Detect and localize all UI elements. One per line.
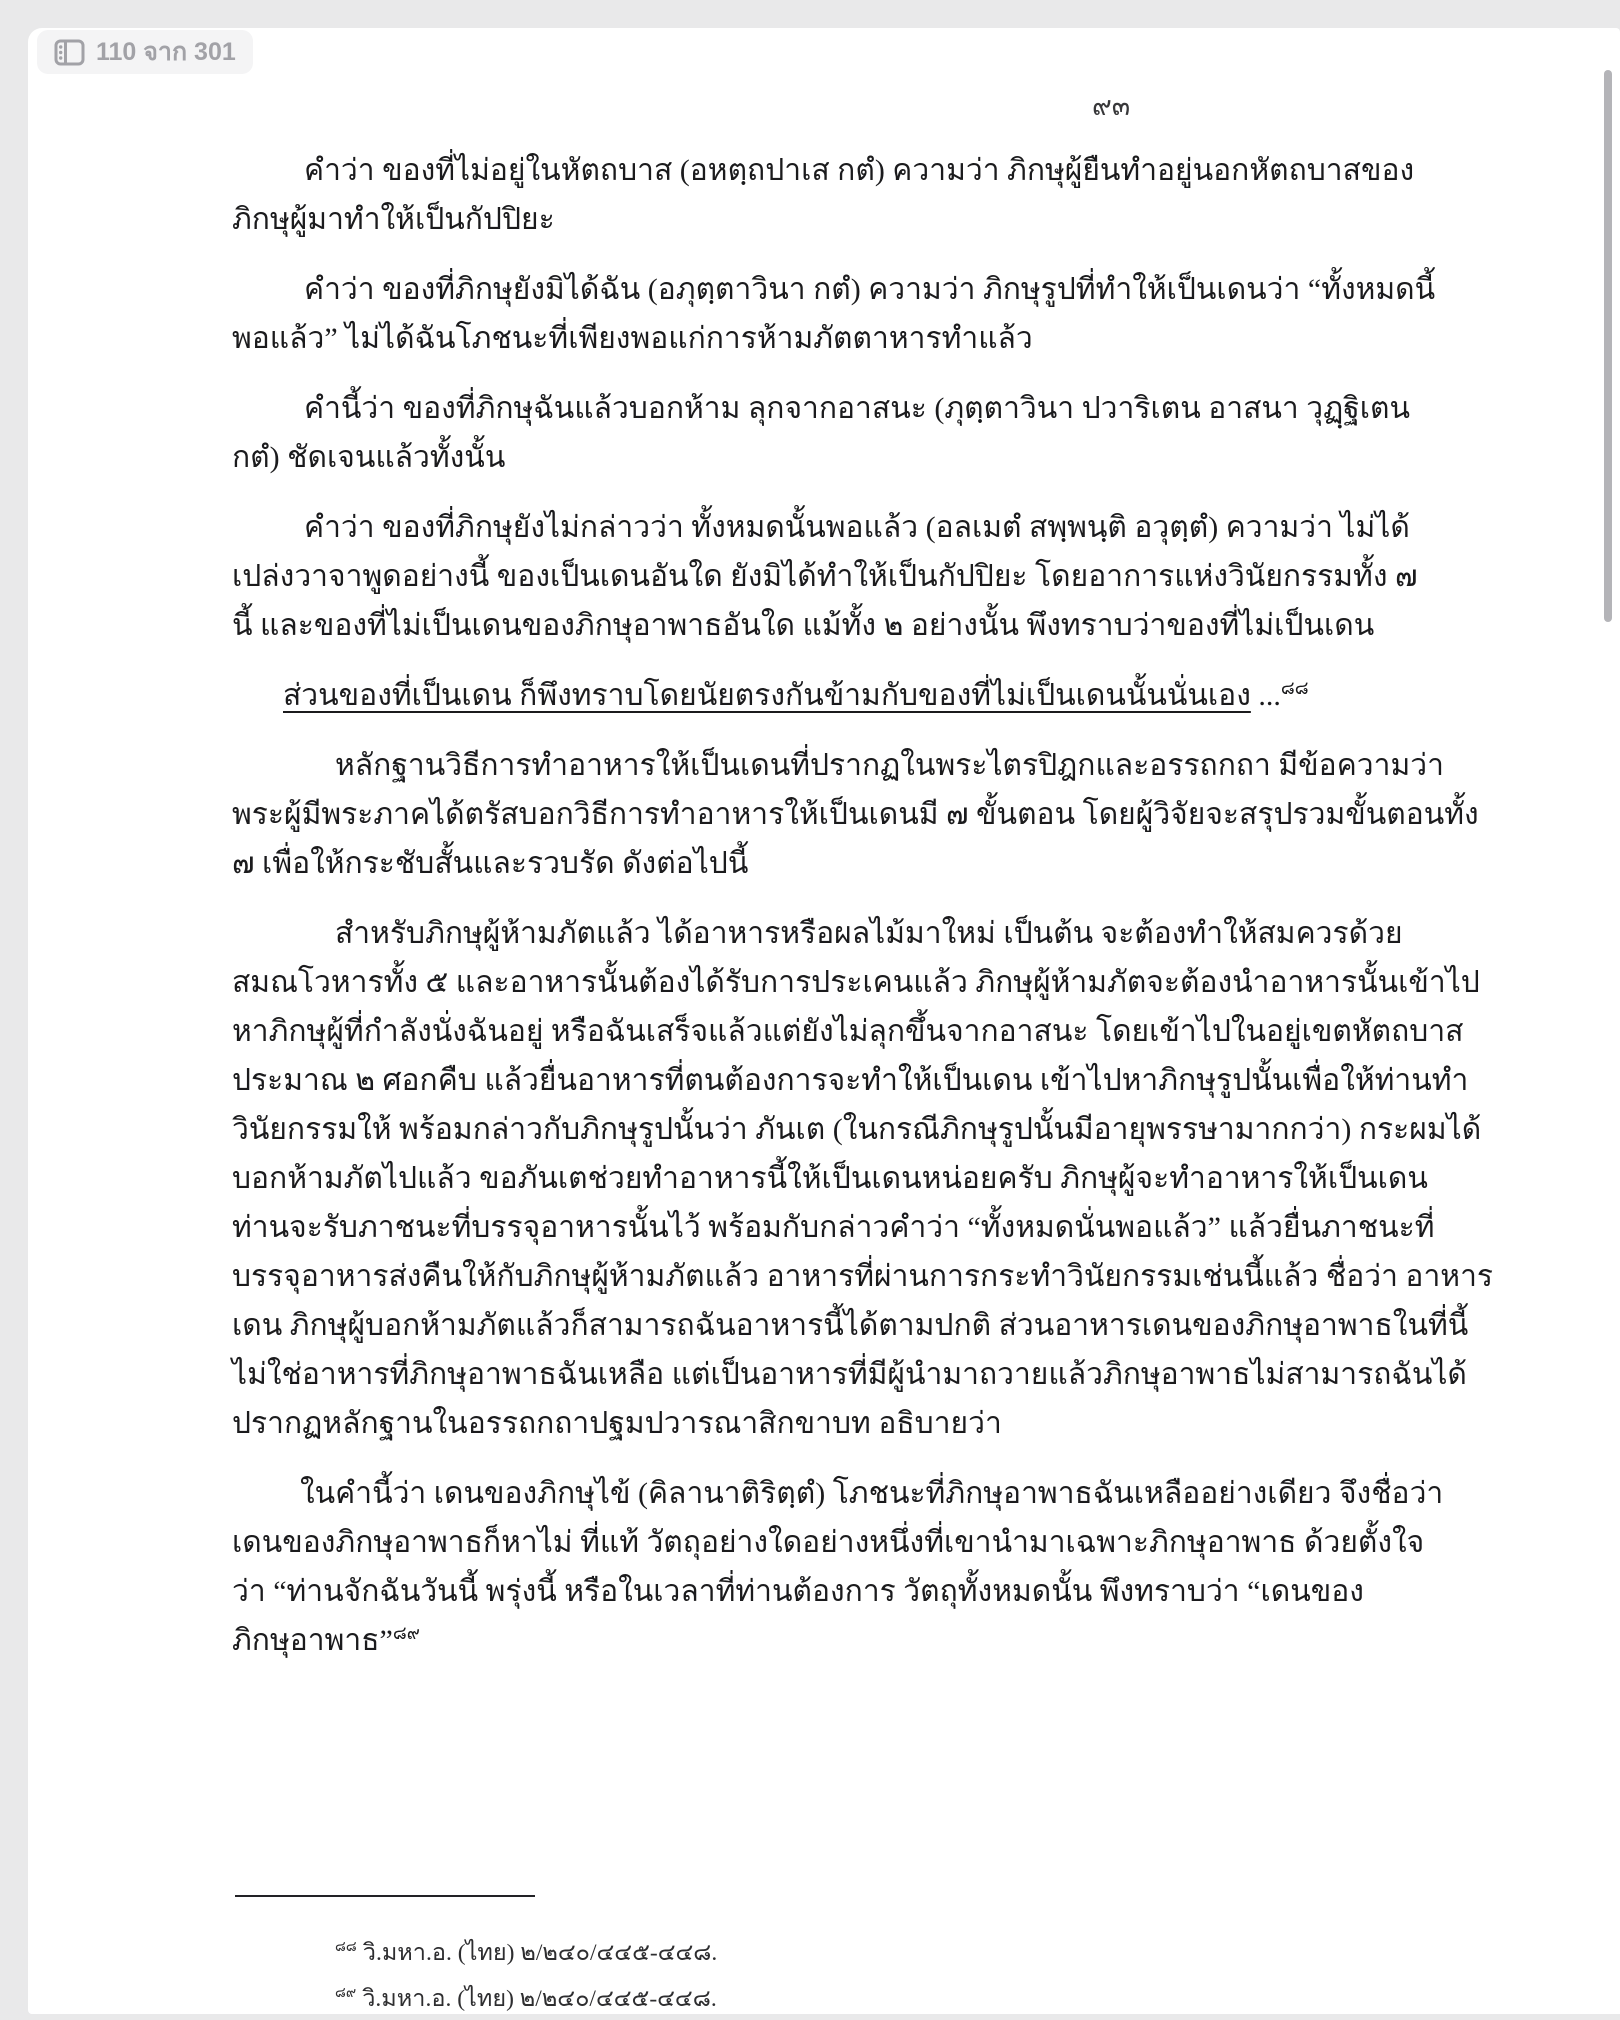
footnote-number: ๘๙: [335, 1985, 357, 2002]
underlined-text: ส่วนของที่เป็นเดน ก็พึงทราบโดยนัยตรงกันข้ามกับของที่ไม่เป็นเดนนั้นนั่นเอง: [283, 679, 1251, 712]
text-line: [232, 671, 1404, 720]
text-line: พอแล้ว” ไม่ได้ฉันโภชนะที่เพียงพอแก่การห้ามภัตตาหารทำแล้ว: [232, 322, 1033, 355]
text-line: สำหรับภิกษุผู้ห้ามภัตแล้ว ได้อาหารหรือผลไม้มาใหม่ เป็นต้น จะต้องทำให้สมควรด้วย: [335, 917, 1403, 950]
text-line: กตํ) ชัดเจนแล้วทั้งนั้น: [232, 441, 506, 474]
text-line: พระผู้มีพระภาคได้ตรัสบอกวิธีการทำอาหารให้เป็นเดนมี ๗ ขั้นตอน โดยผู้วิจัยจะสรุปรวมขั้นตอนทั้ง: [232, 798, 1479, 831]
footnote-text: วิ.มหา.อ. (ไทย) ๒/๒๔๐/๔๔๕-๔๔๘.: [362, 1940, 718, 1966]
paragraph: [232, 1469, 1444, 1665]
text-line: [232, 1616, 1404, 1665]
ellipsis-trail: ...: [1250, 679, 1281, 712]
text-line: ในคำนี้ว่า เดนของภิกษุไข้ (คิลานาติริตฺตํ) โภชนะที่ภิกษุอาพาธฉันเหลืออย่างเดียว จึงชื่อว่า: [300, 1477, 1444, 1510]
scrollbar-thumb[interactable]: [1604, 70, 1612, 622]
paragraph: [232, 384, 1411, 482]
text-line: บอกห้ามภัตไปแล้ว ขอภันเตช่วยทำอาหารนี้ให้เป็นเดนหน่อยครับ ภิกษุผู้จะทำอาหารให้เป็นเดน: [232, 1162, 1428, 1195]
text-line: วินัยกรรมให้ พร้อมกล่าวกับภิกษุรูปนั้นว่า ภันเต (ในกรณีภิกษุรูปนั้นมีอายุพรรษามากกว่า) กระผมได้: [232, 1113, 1482, 1146]
footnote-divider: [235, 1895, 535, 1897]
text-line: คำว่า ของที่ภิกษุยังไม่กล่าวว่า ทั้งหมดนั้นพอแล้ว (อลเมตํ สพฺพนฺติ อวุตฺตํ) ความว่า ไม่ได้: [304, 511, 1410, 544]
text-line: ภิกษุผู้มาทำให้เป็นกัปปิยะ: [232, 203, 555, 236]
footnote: [232, 1976, 717, 2020]
last-line-text: ภิกษุอาพาธ”: [232, 1624, 393, 1657]
text-line: คำนี้ว่า ของที่ภิกษุฉันแล้วบอกห้าม ลุกจากอาสนะ (ภุตฺตาวินา ปวาริเตน อาสนา วุฏฺฐิเตน: [304, 392, 1411, 425]
text-line: หาภิกษุผู้ที่กำลังนั่งฉันอยู่ หรือฉันเสร็จแล้วแต่ยังไม่ลุกขึ้นจากอาสนะ โดยเข้าไปในอยู่เขตหัตถบาส: [232, 1015, 1464, 1048]
footnote-text: วิ.มหา.อ. (ไทย) ๒/๒๔๐/๔๔๕-๔๔๘.: [362, 1986, 717, 2012]
text-line: ไม่ใช่อาหารที่ภิกษุอาพาธฉันเหลือ แต่เป็นอาหารที่มีผู้นำมาถวายแล้วภิกษุอาพาธไม่สามารถฉันได้: [232, 1358, 1467, 1391]
text-line: ประมาณ ๒ ศอกคืบ แล้วยื่นอาหารที่ตนต้องการจะทำให้เป็นเดน เข้าไปหาภิกษุรูปนั้นเพื่อให้ท่านทำ: [232, 1064, 1469, 1097]
text-line: ท่านจะรับภาชนะที่บรรจุอาหารนั้นไว้ พร้อมกับกล่าวคำว่า “ทั้งหมดนั่นพอแล้ว” แล้วยื่นภาชนะที่: [232, 1211, 1435, 1244]
page-number: ๙๓: [1092, 91, 1131, 121]
paragraph: [232, 265, 1436, 363]
text-line: คำว่า ของที่ภิกษุยังมิได้ฉัน (อภุตฺตาวินา กตํ) ความว่า ภิกษุรูปที่ทำให้เป็นเดนว่า “ทั้งหมดนี้: [304, 273, 1436, 306]
footnote-reference: ๘๘: [1280, 678, 1309, 698]
text-line: ปรากฏหลักฐานในอรรถกถาปฐมปวารณาสิกขาบท อธิบายว่า: [232, 1407, 1002, 1440]
footnote-number: ๘๘: [335, 1939, 357, 1956]
paragraph: [232, 503, 1418, 650]
paragraph: [232, 909, 1494, 1448]
text-line: หลักฐานวิธีการทำอาหารให้เป็นเดนที่ปรากฏในพระไตรปิฎกและอรรถกถา มีข้อความว่า: [335, 749, 1444, 782]
document-body: [232, 146, 1494, 1665]
paragraph-underlined: [232, 671, 1404, 720]
text-line: เปล่งวาจาพูดอย่างนี้ ของเป็นเดนอันใด ยังมิได้ทำให้เป็นกัปปิยะ โดยอาการแห่งวินัยกรรมทั้ง ๗: [232, 560, 1418, 593]
paragraph: [232, 146, 1415, 244]
text-line: คำว่า ของที่ไม่อยู่ในหัตถบาส (อหตฺถปาเส กตํ) ความว่า ภิกษุผู้ยืนทำอยู่นอกหัตถบาสของ: [304, 154, 1415, 187]
text-line: เดน ภิกษุผู้บอกห้ามภัตแล้วก็สามารถฉันอาหารนี้ได้ตามปกติ ส่วนอาหารเดนของภิกษุอาพาธในที่นี้: [232, 1309, 1469, 1342]
thumbnails-sidebar-icon: [54, 39, 85, 66]
text-line: ๗ เพื่อให้กระชับสั้นและรวบรัด ดังต่อไปนี้: [232, 847, 749, 880]
footnotes-section: [232, 1930, 717, 2020]
paragraph: [232, 741, 1479, 888]
text-line: นี้ และของที่ไม่เป็นเดนของภิกษุอาพาธอันใด แม้ทั้ง ๒ อย่างนั้น พึงทราบว่าของที่ไม่เป็นเดน: [232, 609, 1375, 642]
footnote-reference: ๘๙: [392, 1623, 420, 1643]
footnote: [232, 1930, 717, 1976]
page-indicator-label: 110 จาก 301: [96, 38, 236, 66]
text-line: ว่า “ท่านจักฉันวันนี้ พรุ่งนี้ หรือในเวลาที่ท่านต้องการ วัตถุทั้งหมดนั้น พึงทราบว่า “เดนของ: [232, 1575, 1364, 1608]
page-indicator-badge[interactable]: [37, 30, 253, 74]
text-line: เดนของภิกษุอาพาธก็หาไม่ ที่แท้ วัตถุอย่างใดอย่างหนึ่งที่เขานำมาเฉพาะภิกษุอาพาธ ด้วยตั้งใจ: [232, 1526, 1425, 1559]
text-line: สมณโวหารทั้ง ๕ และอาหารนั้นต้องได้รับการประเคนแล้ว ภิกษุผู้ห้ามภัตจะต้องนำอาหารนั้นเข้าไป: [232, 966, 1480, 999]
text-line: บรรจุอาหารส่งคืนให้กับภิกษุผู้ห้ามภัตแล้ว อาหารที่ผ่านการกระทำวินัยกรรมเช่นนี้แล้ว ชื่อว่า อาหาร: [232, 1260, 1494, 1293]
